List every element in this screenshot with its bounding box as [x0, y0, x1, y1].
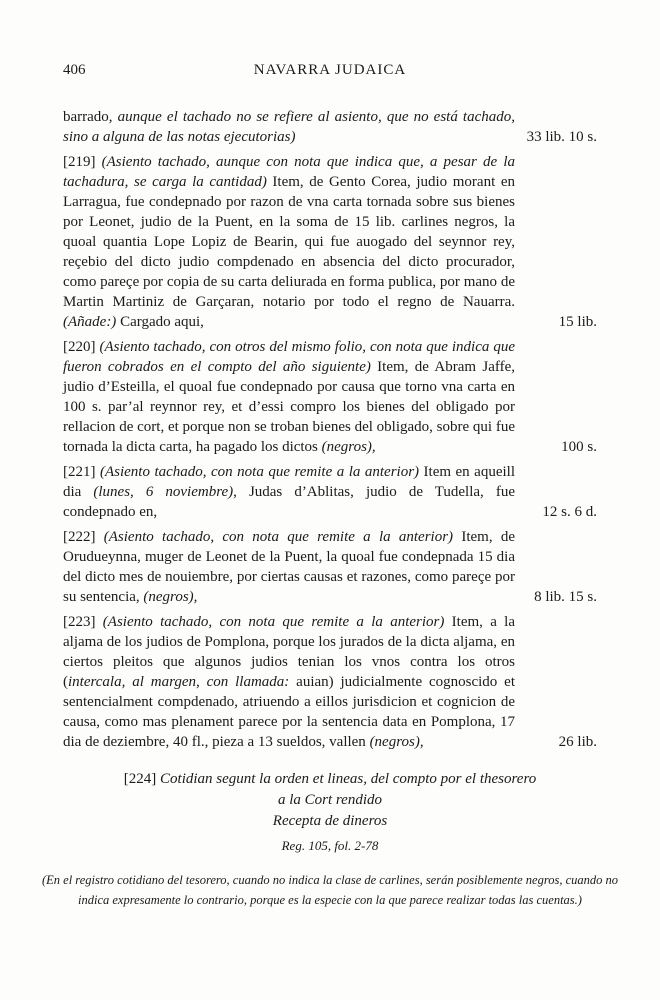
- entry-amount: 33 lib. 10 s.: [526, 129, 597, 145]
- running-title: NAVARRA JUDAICA: [253, 62, 407, 78]
- entry-amount: 12 s. 6 d.: [542, 504, 597, 520]
- section-number: [224]: [123, 771, 161, 787]
- entry-text: [222] (Asiento tachado, con nota que remite a la anterior) Item, de Orudueynna, muger de Leonet de la Puent, la quoal fue condepnada 15 dia del dicto mes de nouiembre, por ciertas causas et razones, como pareçe por su sentencia, (negros),: [63, 529, 515, 605]
- entry-amount: 15 lib.: [558, 314, 597, 330]
- entry-text: [219] (Asiento tachado, aunque con nota que indica que, a pesar de la tachadura, se carga la cantidad) Item, de Gento Corea, judio morant en Larragua, fue condepnado por razon de vna carta tornada sobre sus bienes por Leonet, judio de la Puent, en la soma de 15 lib. carlines negros, la quoal quantia Lope Lopiz de Bearin, qui fue auogado del seynnor rey, reçebio del dicto judio compdenado en absencia del dicto procurador, como pareçe por copia de su carta deliurada en forma publica, por mano de Martin Martiniz de Garçaran, notario por todo el regno de Nauarra. (Añade:) Cargado aqui,: [63, 154, 515, 330]
- entry-text: [221] (Asiento tachado, con nota que remite a la anterior) Item en aqueill dia (lunes, 6 noviembre), Judas d’Ablitas, judio de Tudella, fue condepnado en,: [63, 464, 515, 520]
- entry-continuation: [63, 107, 597, 147]
- register-reference: Reg. 105, fol. 2-78: [281, 838, 379, 853]
- editorial-footnote: (En el registro cotidiano del tesorero, cuando no indica la clase de carlines, serán posiblemente negros, cuando no indica expresamente lo contrario, porque es la especie con la que parece realizar todas las cuentas.): [41, 873, 619, 907]
- page-header: [63, 60, 597, 80]
- entry-223: [63, 612, 597, 752]
- entry-221: [63, 462, 597, 522]
- entries-section: [63, 107, 597, 752]
- section-title-part2: a la Cort rendido: [277, 792, 383, 808]
- section-heading-line1: [63, 769, 597, 790]
- entry-amount: 26 lib.: [558, 734, 597, 750]
- entry-text: [220] (Asiento tachado, con otros del mismo folio, con nota que indica que fueron cobrados en el compto del año siguiente) Item, de Abram Jaffe, judio d’Esteilla, el quoal fue condepnado por causa que torno vna carta en 100 s. par’al reynnor rey, et d’essi compro los bienes del obligado por rellacion de cort, et porque non se troban bienes del obligado, sobre qui fue tornada la dicta carta, ha pagado los dictos (negros),: [63, 339, 515, 455]
- entry-amount: 100 s.: [561, 439, 597, 455]
- section-heading-224: [63, 769, 597, 855]
- entry-220: [63, 337, 597, 457]
- section-title-part1: Cotidian segunt la orden et lineas, del compto por el thesorero: [160, 771, 537, 787]
- entry-219: [63, 152, 597, 332]
- entry-222: [63, 527, 597, 607]
- entry-amount: 8 lib. 15 s.: [534, 589, 597, 605]
- page-number: 406: [63, 62, 86, 78]
- entry-text: barrado, aunque el tachado no se refiere al asiento, que no está tachado, sino a alguna de las notas ejecutorias): [63, 109, 515, 145]
- entry-text: [223] (Asiento tachado, con nota que remite a la anterior) Item, a la aljama de los judios de Pomplona, porque los jurados de la dicta aljama, en ciertos pleitos que algunos judios tenian los vnos contra los otros (intercala, al margen, con llamada: auian) judicialmente cognoscido et sentencialment compdenado, atriuendo a eillos jurisdicion et cognicion de causa, como mas plenament parece por la sentencia data en Pomplona, 17 dia de deziembre, 40 fl., pieza a 13 sueldos, vallen (negros),: [63, 614, 515, 750]
- section-title-part3: Recepta de dineros: [272, 813, 388, 829]
